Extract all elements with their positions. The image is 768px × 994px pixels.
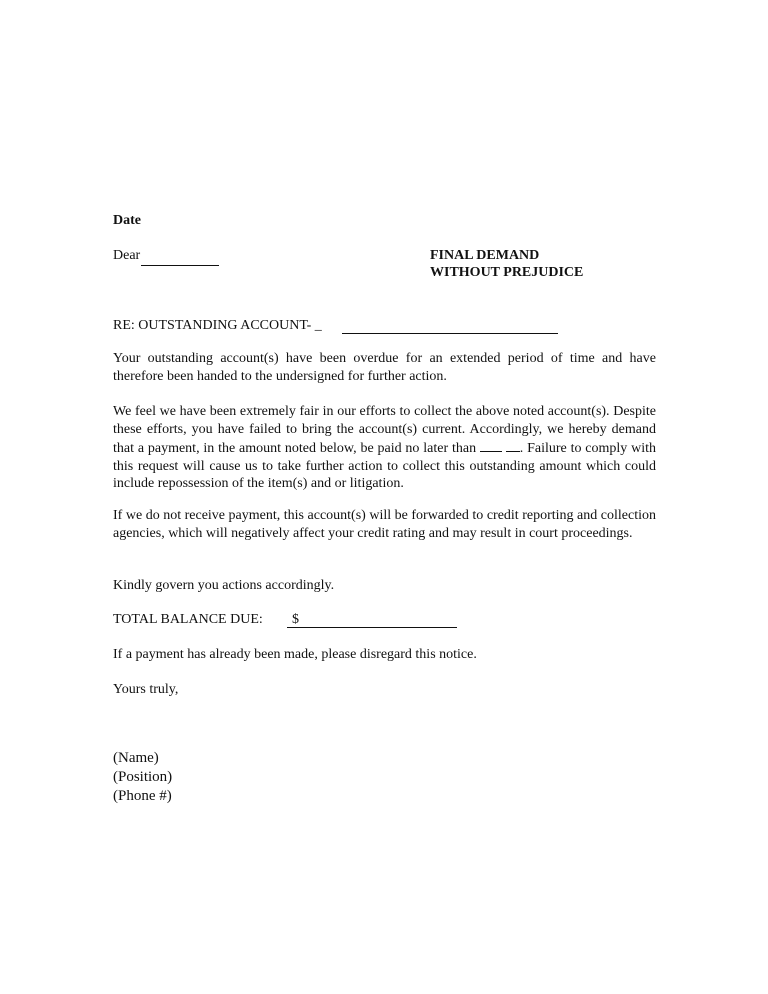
- heading-final-demand: FINAL DEMAND: [430, 248, 540, 263]
- closing: Yours truly,: [113, 682, 179, 697]
- total-balance-label: TOTAL BALANCE DUE:: [113, 612, 263, 627]
- signature-name: (Name): [113, 750, 159, 766]
- paragraph-overdue: Your outstanding account(s) have been overdue for an extended period of time and have therefore been handed to the undersigned for further action.: [113, 351, 656, 384]
- signature-position: (Position): [113, 769, 173, 785]
- currency-symbol: $: [292, 612, 299, 627]
- total-balance-blank: [287, 627, 457, 628]
- recipient-name-blank: [141, 265, 219, 266]
- paragraph-credit-reporting: If we do not receive payment, this account(s) will be forwarded to credit reporting and collection agencies, which will negatively affect your credit rating and may result in court proceedings.: [113, 508, 656, 541]
- paragraph-demand-part1: We feel we have been extremely fair in our efforts to collect the above noted account(s). Despite these efforts, you have failed to bring the account(s) current. Accordingly, we hereby demand that a payment, in the amount noted below, be paid no later than: [113, 404, 656, 456]
- re-outstanding-account-label: RE: OUTSTANDING ACCOUNT- _: [113, 318, 322, 333]
- paragraph-demand-part2: . Failure to comply with this request will cause us to take further action to collect this outstanding amount which could include repossession of the item(s) and or litigation.: [113, 441, 657, 491]
- due-date-blank-2: [506, 438, 520, 452]
- account-number-blank: [342, 333, 558, 334]
- due-date-blank-1: [480, 438, 502, 452]
- disregard-note: If a payment has already been made, please disregard this notice.: [113, 647, 477, 662]
- date-label: Date: [113, 213, 141, 228]
- salutation: [113, 247, 140, 264]
- heading-without-prejudice: WITHOUT PREJUDICE: [430, 265, 584, 280]
- paragraph-demand: [113, 403, 656, 493]
- signature-phone: (Phone #): [113, 788, 172, 804]
- dear-label: Dear: [113, 248, 141, 263]
- paragraph-govern: Kindly govern you actions accordingly.: [113, 578, 335, 593]
